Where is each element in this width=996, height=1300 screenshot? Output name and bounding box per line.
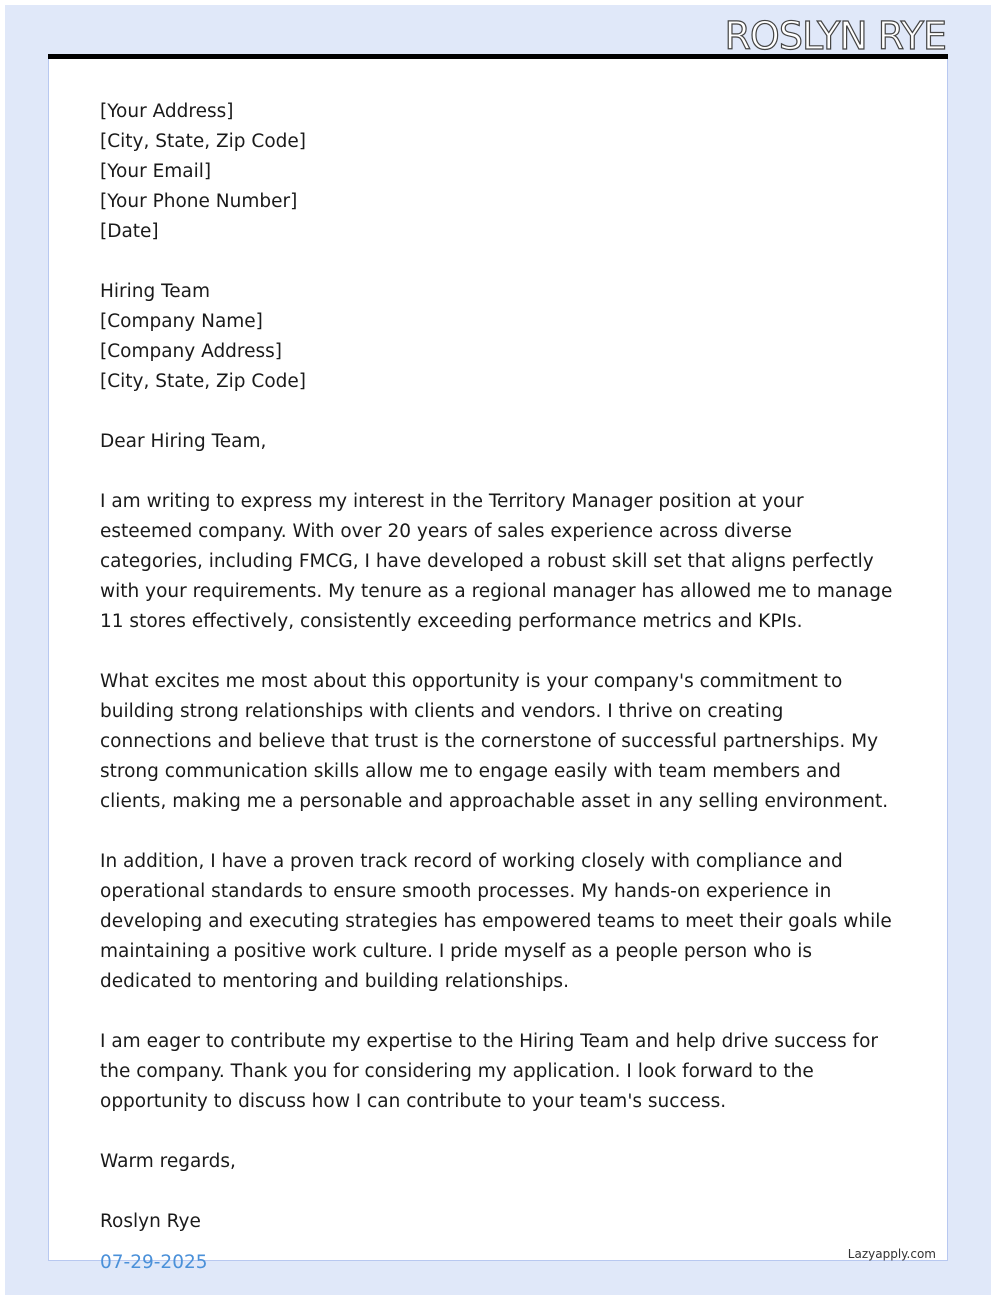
- salutation: Dear Hiring Team,: [100, 431, 267, 452]
- body-paragraph: In addition, I have a proven track record of working closely with compliance and operational standards to ensure smooth processes. My hands-on experience in developing and executing strategies has empowered teams to meet their goals while maintaining a positive work culture. I pride myself as a people person who is dedicated to mentoring and building relationships.: [100, 851, 892, 992]
- sender-email: [Your Email]: [100, 161, 212, 182]
- body-paragraph: What excites me most about this opportunity is your company's commitment to building strong relationships with clients and vendors. I thrive on creating connections and believe that trust is the cornerstone of successful partnerships. My strong communication skills allow me to engage easily with team members and clients, making me a personable and approachable asset in any selling environment.: [100, 671, 889, 812]
- sender-phone: [Your Phone Number]: [100, 191, 298, 212]
- body-paragraph: I am writing to express my interest in the Territory Manager position at your esteemed company. With over 20 years of sales experience across diverse categories, including FMCG, I have developed a robust skill set that aligns perfectly with your requirements. My tenure as a regional manager has allowed me to manage 11 stores effectively, consistently exceeding performance metrics and KPIs.: [100, 491, 893, 632]
- recipient-address: [Company Address]: [100, 341, 283, 362]
- recipient-city-state-zip: [City, State, Zip Code]: [100, 371, 306, 392]
- header-name: ROSLYN RYE: [724, 14, 946, 58]
- sender-address: [Your Address]: [100, 101, 234, 122]
- sender-city-state-zip: [City, State, Zip Code]: [100, 131, 306, 152]
- watermark: Lazyapply.com: [847, 1247, 936, 1261]
- signature: Roslyn Rye: [100, 1211, 201, 1232]
- body-paragraph: I am eager to contribute my expertise to the Hiring Team and help drive success for the company. Thank you for considering my application. I look forward to the opportunity to discuss how I can contribute to your team's success.: [100, 1031, 878, 1112]
- closing: Warm regards,: [100, 1151, 236, 1172]
- recipient-block: [100, 277, 900, 397]
- sender-date: [Date]: [100, 221, 159, 242]
- letter-body: [100, 97, 900, 1237]
- footer-date: 07-29-2025: [100, 1252, 208, 1273]
- recipient-company: [Company Name]: [100, 311, 263, 332]
- sender-block: [100, 97, 900, 247]
- recipient-name: Hiring Team: [100, 281, 211, 302]
